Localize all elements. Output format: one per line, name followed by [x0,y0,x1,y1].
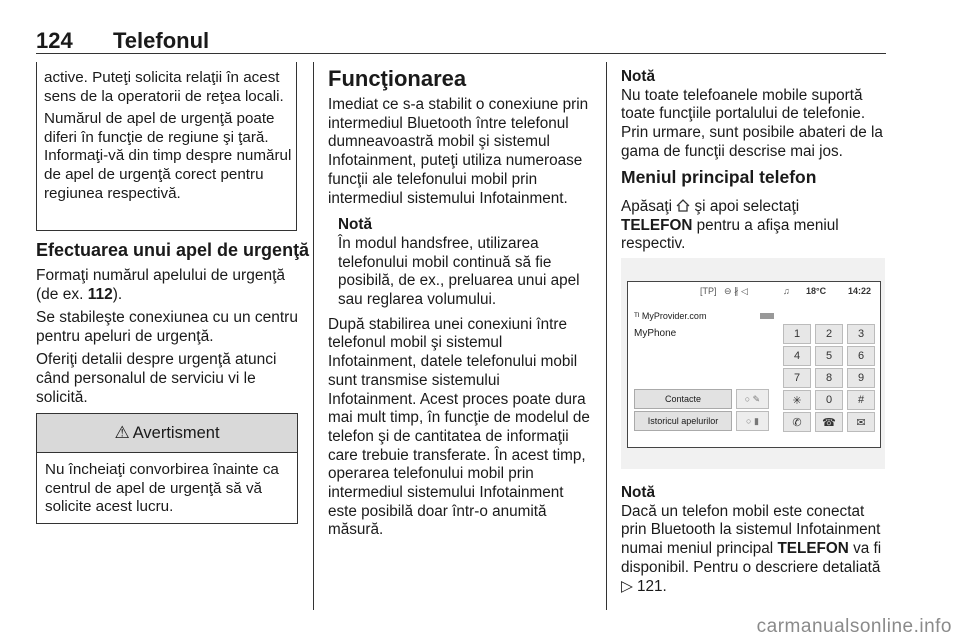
keypad-key[interactable]: 4 [783,346,811,366]
paragraph: Se stabileşte conexiunea cu un centru pentru apeluri de urgenţă. [36,309,298,345]
music-icon: ♫ [783,286,790,296]
battery-icon [760,313,774,319]
warning-text: Nu încheiaţi convorbirea înainte ca centrul de apel de urgenţă să vă solicite acest lucru. [45,461,279,516]
temperature: 18°C [806,286,827,296]
voicemail-icon[interactable]: ✉ [847,412,875,432]
page-reference[interactable]: 121. [637,577,667,595]
status-bar [628,282,880,301]
note [338,216,592,310]
keypad-key[interactable]: # [847,390,875,410]
keypad-key[interactable]: 6 [847,346,875,366]
paragraph: Imediat ce s-a stabilit o conexiune prin intermediul Bluetooth între telefonul dumneavoastră mobil şi sistemul Infotainment, puteţi utiliza numeroase funcţii ale telefonului mobil prin intermediul sistemului Infotainment. [328,96,589,207]
keypad-key[interactable]: ✳ [783,390,811,410]
paragraph: Formaţi numărul apelului de urgenţă (de ex. 112). [36,267,285,303]
status-icons: ⊖ ∦ ◁ [724,286,748,296]
emergency-call-text [36,266,298,411]
phone-menu-screenshot [621,258,885,469]
keypad-key[interactable]: 9 [847,368,875,388]
keypad-key[interactable]: 8 [815,368,843,388]
keypad-key[interactable]: 7 [783,368,811,388]
warning-triangle-icon: ⚠ [114,423,130,442]
note-text: Dacă un telefon mobil este conectat prin Bluetooth la sistemul Infotainment numai meniul principal TELEFON va fi disponibil. Pentru o descriere detaliată ▷ 121. [621,502,882,595]
tp-icon: [TP] [700,286,717,296]
main-menu-text [621,198,887,254]
section-heading: Efectuarea unui apel de urgenţă [36,240,310,260]
paragraph: Oferiţi detalii despre urgenţă atunci când personalul de serviciu vi le solicită. [36,351,277,406]
infotainment-screen [627,281,881,448]
note-text: În modul handsfree, utilizarea telefonului mobil continuă să fie posibilă, de ex., preluarea unui apel sau reglarea volumului. [338,234,580,309]
triangle-right-icon: ▷ [621,577,633,595]
hang-up-icon[interactable]: ☎ [815,412,843,432]
page-title: Telefonul [113,28,210,53]
warning-title: Avertisment [132,423,220,442]
keypad-key[interactable]: 2 [815,324,843,344]
note-label: Notă [338,216,372,234]
home-icon [676,198,690,215]
note-label: Notă [621,68,655,85]
continued-warning-box [36,62,297,231]
column-divider [606,62,607,610]
paragraph: După stabilirea unei conexiuni între telefonul mobil şi sistemul Infotainment, datele telefonului mobil sunt transmise sistemului Infotainment. Acest proces poate dura mai mult timp, în funcţie de modelul de telefon şi de cantitatea de informaţii care trebuie transferate. În acest timp, operarea telefonului mobil prin intermediul sistemului Infotainment este posibilă doar într-o anumită măsură. [328,315,590,539]
paragraph: active. Puteţi solicita relaţii în acest sens de la operatorii de reţea locali. [44,69,284,105]
section-heading: Funcţionarea [328,66,467,91]
paragraph: Numărul de apel de urgenţă poate diferi în funcţie de regiune şi ţară. Informaţi-vă din timp despre numărul de apel de urgenţă corect pentru regiunea respectivă. [44,110,292,202]
provider-label: ᵀᴵ MyProvider.com [634,311,744,321]
warning-header [37,414,297,453]
keypad-key[interactable]: 1 [783,324,811,344]
note [621,484,887,596]
keypad-key[interactable]: 5 [815,346,843,366]
note-text: Nu toate telefoanele mobile suportă toate funcţiile portalului de telefonie. Prin urmare, sunt posibile abateri de la gama de funcţii descrise mai jos. [621,86,883,160]
watermark: carmanualsonline.info [756,616,952,637]
contacts-button[interactable]: Contacte [634,389,732,409]
handsfree-icon[interactable]: ○ ▮ [736,411,769,431]
signal-icon: ᵀᴵ [634,311,640,321]
column-divider [313,62,314,610]
note [621,68,887,162]
call-icon[interactable]: ✆ [783,412,811,432]
keypad-key[interactable]: 0 [815,390,843,410]
paragraph: Apăsaţi şi apoi selectaţi TELEFON pentru a afişa meniul respectiv. [621,198,839,253]
keypad-key[interactable]: 3 [847,324,875,344]
section-heading: Meniul principal telefon [621,167,817,187]
page-number: 124 [36,28,73,53]
mute-icon[interactable]: ○ ✎ [736,389,769,409]
operation-text [328,96,592,540]
phone-name: MyPhone [634,328,677,339]
call-history-button[interactable]: Istoricul apelurilor [634,411,732,431]
header-rule [36,53,886,54]
note-label: Notă [621,484,655,501]
warning-box [36,413,298,524]
clock: 14:22 [848,286,872,296]
